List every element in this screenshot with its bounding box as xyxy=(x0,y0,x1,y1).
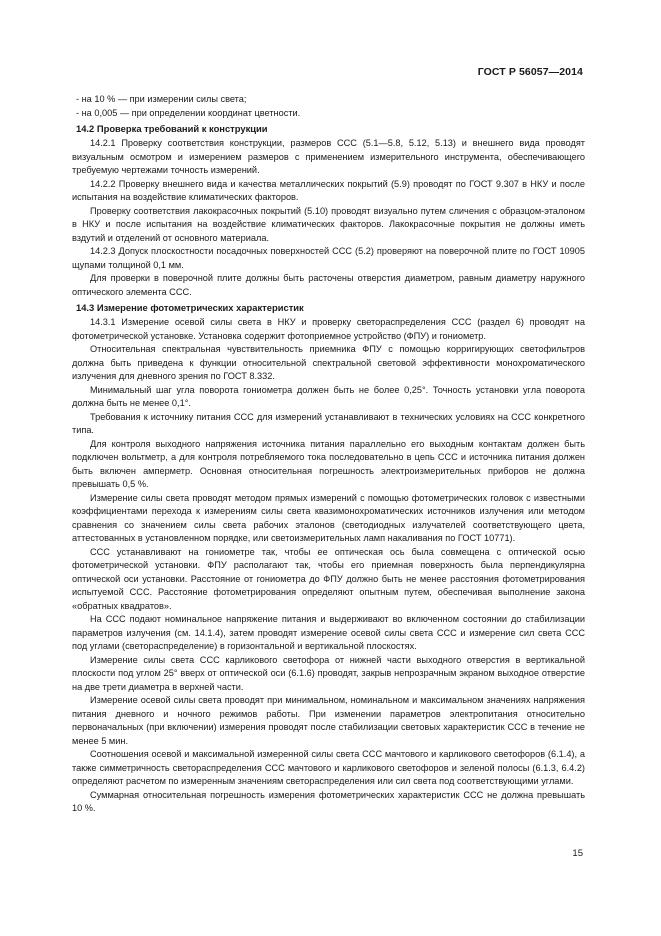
body-paragraph: Измерение силы света проводят методом прямых измерений с помощью фотометрических головок с известными коэффициентами перехода к измерениям силы света квазимонохроматических источников излучения или методом сравнения со значением силы света рабочих эталонов (светодиодных излучателей соответствующего цвета, аттестованных в установленном порядке, или светоизмерительных ламп накаливания по ГОСТ 10771). xyxy=(72,492,585,543)
page-number: 15 xyxy=(572,848,583,859)
section-heading: 14.3 Измерение фотометрических характеристик xyxy=(76,302,304,313)
body-paragraph: Суммарная относительная погрешность измерения фотометрических характеристик ССС не должна превышать 10 %. xyxy=(72,789,585,813)
body-paragraph: Относительная спектральная чувствительность приемника ФПУ с помощью корригирующих светофильтров должна быть приведена к функции относительной спектральной световой эффективности монохроматического излучения для дневного зрения по ГОСТ 8.332. xyxy=(72,344,585,381)
document-header: ГОСТ Р 56057—2014 xyxy=(477,66,583,78)
body-paragraph: 14.3.1 Измерение осевой силы света в НКУ и проверку светораспределения ССС (раздел 6) проводят на фотометрической установке. Установка содержит фотоприемное устройство (ФПУ) и гониометр. xyxy=(72,317,585,341)
body-paragraph: Для контроля выходного напряжения источника питания параллельно его выходным контактам должен быть подключен вольтметр, а для контроля потребляемого тока последовательно в цепь ССС и источника питания должен быть включен амперметр. Основная относительная погрешность электроизмерительных приборов не должна превышать 0,5 %. xyxy=(72,438,585,489)
body-paragraph: 14.2.3 Допуск плоскостности посадочных поверхностей ССС (5.2) проверяют на поверочной плите по ГОСТ 10905 щупами толщиной 0,1 мм. xyxy=(72,246,585,270)
body-paragraph: Требования к источнику питания ССС для измерений устанавливают в технических условиях на ССС конкретного типа. xyxy=(72,411,585,435)
section-heading: 14.2 Проверка требований к конструкции xyxy=(76,123,268,134)
body-paragraph: Измерение силы света ССС карликового светофора от нижней части выходного отверстия в вертикальной плоскости под углом 25° вверх от оптической оси (6.1.6) проводят, закрыв непрозрачным экраном выходное отверстие на две трети диаметра в верхней части. xyxy=(72,654,585,692)
body-paragraph: ССС устанавливают на гониометре так, чтобы ее оптическая ось была совмещена с оптической осью фотометрической установки. ФПУ располагают так, чтобы его приемная поверхность была перпендикулярна оптической оси установки. Расстояние от гониометра до ФПУ должно быть не менее расстояния фотометрирования испытуемой ССС. Расстояние фотометрирования определяют опытным путем, обеспечивая выполнение закона «обратных квадратов». xyxy=(72,546,585,611)
body-paragraph: Соотношения осевой и максимальной измеренной силы света ССС мачтового и карликового светофоров (6.1.4), а также симметричность светораспределения ССС мачтового и карликового светофоров и зеленой полосы (6.1.3, 6.4.2) определяют расчетом по измеренным значениям светораспределения или сил света под соответствующими углами. xyxy=(72,749,585,786)
document-body xyxy=(72,93,585,816)
body-paragraph: Для проверки в поверочной плите должны быть расточены отверстия диаметром, равным диаметру наружного оптического элемента ССС. xyxy=(72,273,585,297)
list-item: - на 0,005 — при определении координат цветности. xyxy=(76,107,301,118)
body-paragraph: Минимальный шаг угла поворота гониометра должен быть не более 0,25°. Точность установки угла поворота должна быть не менее 0,1°. xyxy=(72,384,585,408)
body-paragraph: Измерение осевой силы света проводят при минимальном, номинальном и максимальном значениях напряжения питания дневного и ночного режимов работы. При изменении параметров электропитания относительно первоначальных (при включении) измерения проводят после стабилизации световых характеристик ССС в течение не менее 5 мин. xyxy=(72,695,585,746)
list-item: - на 10 % — при измерении силы света; xyxy=(76,94,247,104)
body-paragraph: 14.2.2 Проверку внешнего вида и качества металлических покрытий (5.9) проводят по ГОСТ 9.307 в НКУ и после испытания на воздействие климатических факторов. xyxy=(72,178,585,202)
body-paragraph: На ССС подают номинальное напряжение питания и выдерживают во включенном состоянии до стабилизации параметров излучения (см. 14.1.4), затем проводят измерение осевой силы света ССС и измерение сил света ССС под углами (светораспределение) в горизонтальной и вертикальной плоскостях. xyxy=(72,614,585,651)
body-paragraph: Проверку соответствия лакокрасочных покрытий (5.10) проводят визуально путем сличения с образцом-эталоном в НКУ и после испытания на воздействие климатических факторов. Лакокрасочные покрытия не должны иметь вздутий и отделений от основного материала. xyxy=(72,205,585,243)
body-paragraph: 14.2.1 Проверку соответствия конструкции, размеров ССС (5.1—5.8, 5.12, 5.13) и внешнего вида проводят визуальным осмотром и измерением размеров с применением измерительного инструмента, обеспечивающего требуемую чертежами точность измерений. xyxy=(72,138,585,175)
